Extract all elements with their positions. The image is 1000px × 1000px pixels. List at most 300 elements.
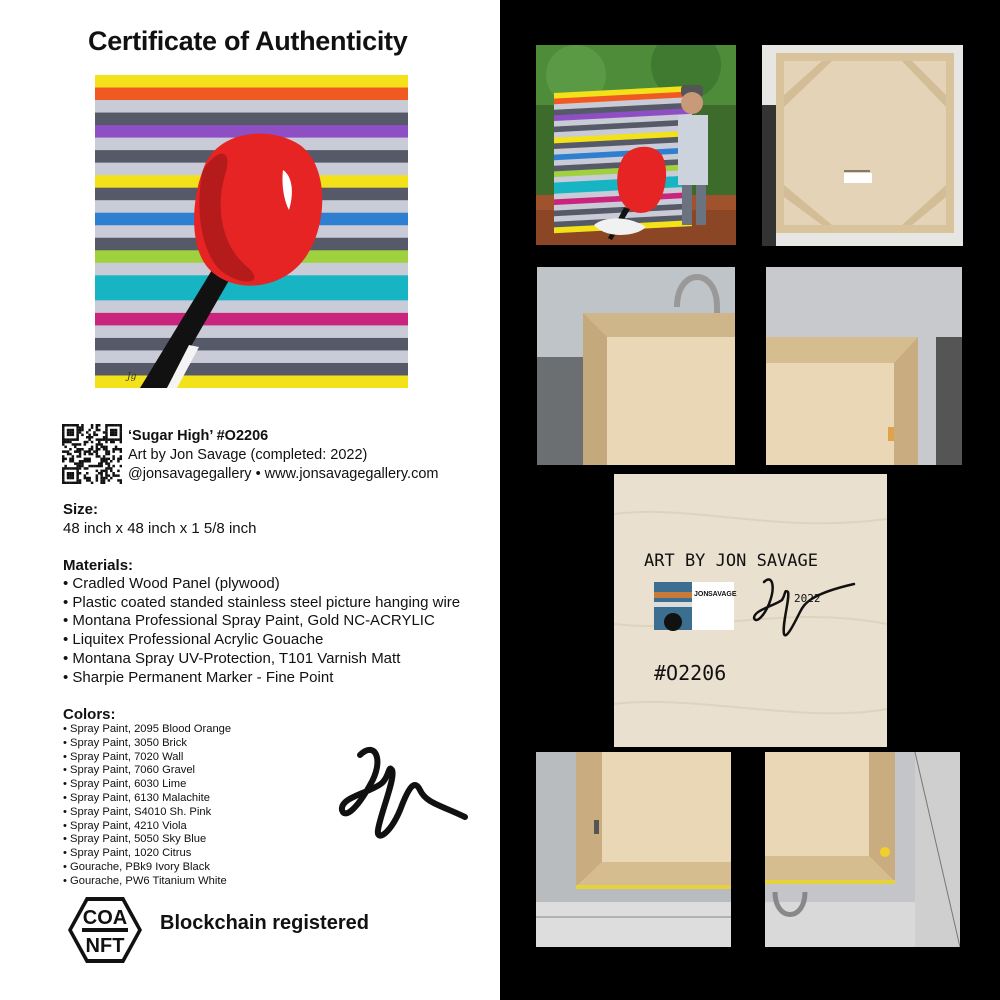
qr-cell: [76, 436, 79, 439]
qr-cell: [64, 467, 67, 470]
qr-cell: [67, 441, 70, 444]
qr-cell: [79, 450, 82, 453]
qr-cell: [72, 434, 75, 437]
qr-cell: [108, 467, 111, 470]
qr-cell: [84, 474, 87, 477]
qr-cell: [64, 441, 67, 444]
artwork-stripe: [95, 313, 408, 326]
qr-cell: [88, 436, 91, 439]
qr-cell: [72, 424, 75, 427]
qr-cell: [79, 443, 82, 446]
qr-cell: [110, 424, 113, 427]
qr-cell: [79, 448, 82, 451]
qr-cell: [84, 477, 87, 480]
qr-cell: [64, 465, 67, 468]
qr-cell: [76, 434, 79, 437]
qr-cell: [72, 467, 75, 470]
qr-cell: [100, 470, 103, 473]
qr-cell: [117, 470, 120, 473]
qr-cell: [76, 443, 79, 446]
qr-cell: [64, 438, 67, 441]
qr-cell: [108, 450, 111, 453]
artwork-stripe: [95, 75, 408, 88]
qr-cell: [67, 429, 70, 432]
artwork-stripe: [95, 88, 408, 101]
qr-cell: [112, 465, 115, 468]
qr-cell: [96, 477, 99, 480]
qr-cell: [96, 438, 99, 441]
qr-cell: [115, 474, 118, 477]
qr-cell: [72, 460, 75, 463]
qr-cell: [62, 455, 65, 458]
colors-item: • Spray Paint, 3050 Brick: [63, 736, 187, 749]
qr-cell: [74, 482, 77, 484]
qr-cell: [69, 458, 72, 461]
qr-cell: [69, 482, 72, 484]
qr-cell: [69, 441, 72, 444]
qr-cell: [110, 441, 113, 444]
qr-cell: [115, 429, 118, 432]
qr-cell: [88, 429, 91, 432]
qr-cell: [67, 450, 70, 453]
qr-cell: [100, 479, 103, 482]
qr-cell: [98, 443, 101, 446]
qr-cell: [62, 424, 65, 427]
artwork-info: [128, 427, 438, 484]
qr-cell: [93, 450, 96, 453]
qr-cell: [79, 467, 82, 470]
qr-cell: [100, 462, 103, 465]
qr-cell: [72, 472, 75, 475]
qr-cell: [69, 453, 72, 456]
qr-cell: [64, 446, 67, 449]
qr-cell: [72, 429, 75, 432]
badge-line2: NFT: [85, 935, 125, 957]
qr-cell: [76, 482, 79, 484]
qr-cell: [120, 438, 122, 441]
qr-cell: [76, 470, 79, 473]
qr-cell: [120, 458, 122, 461]
qr-cell: [115, 424, 118, 427]
qr-cell: [98, 438, 101, 441]
qr-cell: [67, 434, 70, 437]
qr-cell: [76, 450, 79, 453]
qr-cell: [79, 431, 82, 434]
qr-cell: [105, 467, 108, 470]
qr-cell: [112, 434, 115, 437]
qr-cell: [88, 453, 91, 456]
qr-cell: [67, 438, 70, 441]
qr-cell: [62, 460, 65, 463]
qr-cell: [69, 460, 72, 463]
qr-cell: [120, 465, 122, 468]
qr-cell: [64, 458, 67, 461]
artwork-stripe: [95, 350, 408, 363]
qr-cell: [105, 462, 108, 465]
qr-cell: [69, 472, 72, 475]
qr-cell: [112, 429, 115, 432]
qr-cell: [79, 465, 82, 468]
qr-cell: [103, 477, 106, 480]
artwork-contact: @jonsavagegallery • www.jonsavagegallery.com: [128, 466, 439, 482]
qr-cell: [105, 470, 108, 473]
qr-cell: [86, 460, 89, 463]
qr-cell: [96, 450, 99, 453]
qr-cell: [76, 479, 79, 482]
qr-cell: [62, 482, 65, 484]
qr-cell: [96, 426, 99, 429]
qr-cell: [108, 453, 111, 456]
qr-cell: [110, 470, 113, 473]
qr-cell: [62, 477, 65, 480]
qr-cell: [62, 443, 65, 446]
qr-cell: [110, 431, 113, 434]
qr-cell: [96, 429, 99, 432]
qr-cell: [100, 438, 103, 441]
qr-cell: [81, 424, 84, 427]
qr-cell: [112, 474, 115, 477]
artist-signature: [330, 735, 470, 845]
qr-cell: [81, 426, 84, 429]
blockchain-label: Blockchain registered: [160, 912, 369, 934]
qr-cell: [100, 458, 103, 461]
qr-cell: [110, 477, 113, 480]
qr-cell: [67, 431, 70, 434]
artwork-stripe: [95, 300, 408, 313]
colors-item: • Spray Paint, 7020 Wall: [63, 750, 184, 763]
qr-cell: [91, 446, 94, 449]
qr-cell: [62, 431, 65, 434]
qr-cell: [110, 467, 113, 470]
qr-cell: [76, 426, 79, 429]
qr-cell: [105, 450, 108, 453]
qr-cell: [86, 479, 89, 482]
qr-cell: [88, 448, 91, 451]
size-value: 48 inch x 48 inch x 1 5/8 inch: [63, 520, 257, 537]
artwork-stripe: [95, 113, 408, 126]
qr-cell: [79, 455, 82, 458]
qr-cell: [81, 429, 84, 432]
qr-cell: [120, 479, 122, 482]
qr-cell: [74, 446, 77, 449]
qr-cell: [91, 426, 94, 429]
qr-cell: [91, 482, 94, 484]
qr-cell: [91, 436, 94, 439]
qr-cell: [96, 446, 99, 449]
qr-cell: [84, 450, 87, 453]
qr-cell: [76, 448, 79, 451]
qr-cell: [88, 477, 91, 480]
qr-cell: [62, 441, 65, 444]
qr-cell: [115, 434, 118, 437]
qr-cell: [62, 436, 65, 439]
qr-cell: [105, 441, 108, 444]
qr-cell: [76, 438, 79, 441]
qr-cell: [103, 455, 106, 458]
qr-cell: [105, 453, 108, 456]
qr-cell: [91, 448, 94, 451]
qr-cell: [88, 458, 91, 461]
qr-cell: [64, 450, 67, 453]
qr-cell: [100, 482, 103, 484]
qr-cell: [96, 448, 99, 451]
qr-cell: [103, 479, 106, 482]
qr-cell: [72, 482, 75, 484]
photo-painting-back: [762, 45, 963, 246]
qr-cell: [86, 441, 89, 444]
qr-cell: [108, 458, 111, 461]
qr-cell: [110, 460, 113, 463]
qr-cell: [96, 474, 99, 477]
qr-cell: [117, 460, 120, 463]
qr-cell: [120, 426, 122, 429]
qr-cell: [103, 446, 106, 449]
qr-cell: [98, 472, 101, 475]
qr-cell: [108, 438, 111, 441]
qr-cell: [112, 441, 115, 444]
qr-cell: [96, 434, 99, 437]
back-year: 2022: [794, 592, 821, 605]
qr-cell: [103, 470, 106, 473]
qr-cell: [103, 458, 106, 461]
artwork-byline: Art by Jon Savage (completed: 2022): [128, 447, 368, 463]
qr-cell: [105, 434, 108, 437]
colors-item: • Spray Paint, S4010 Sh. Pink: [63, 805, 212, 818]
qr-cell: [100, 443, 103, 446]
qr-cell: [84, 443, 87, 446]
colors-item: • Gourache, PW6 Titanium White: [63, 874, 227, 887]
qr-cell: [79, 479, 82, 482]
qr-cell: [69, 448, 72, 451]
artwork-signature: Jg: [127, 372, 137, 382]
qr-cell: [88, 465, 91, 468]
qr-cell: [108, 462, 111, 465]
qr-cell: [76, 462, 79, 465]
qr-cell: [88, 460, 91, 463]
qr-cell: [67, 467, 70, 470]
qr-cell: [86, 450, 89, 453]
photo-artist-with-painting: [536, 45, 736, 245]
artwork-image: [95, 75, 408, 388]
qr-cell: [72, 455, 75, 458]
qr-cell: [76, 431, 79, 434]
business-card: [654, 582, 737, 631]
qr-cell: [96, 455, 99, 458]
materials-item: • Montana Professional Spray Paint, Gold NC-ACRYLIC: [63, 612, 435, 630]
qr-cell: [69, 434, 72, 437]
artwork-stripe: [95, 325, 408, 338]
qr-cell: [112, 431, 115, 434]
qr-cell: [81, 434, 84, 437]
qr-cell: [62, 474, 65, 477]
qr-cell: [79, 453, 82, 456]
qr-cell: [105, 436, 108, 439]
qr-cell: [100, 446, 103, 449]
qr-cell: [100, 460, 103, 463]
qr-cell: [103, 431, 106, 434]
photo-frame-corner-1: [537, 267, 735, 465]
qr-cell: [72, 458, 75, 461]
qr-cell: [110, 434, 113, 437]
qr-cell: [100, 465, 103, 468]
photo-frame-corner-3: [536, 752, 731, 947]
qr-cell: [72, 474, 75, 477]
photo-frame-corner-2: [766, 267, 962, 465]
qr-cell: [100, 472, 103, 475]
qr-cell: [62, 467, 65, 470]
badge-line1: COA: [82, 907, 128, 929]
qr-cell: [98, 448, 101, 451]
qr-cell: [79, 460, 82, 463]
materials-item: • Sharpie Permanent Marker - Fine Point: [63, 668, 334, 686]
qr-cell: [105, 477, 108, 480]
size-heading: Size:: [63, 501, 99, 518]
qr-cell: [105, 424, 108, 427]
qr-cell: [67, 482, 70, 484]
materials-heading: Materials:: [63, 557, 134, 574]
qr-cell: [120, 450, 122, 453]
qr-cell: [98, 455, 101, 458]
qr-cell: [117, 479, 120, 482]
artwork-stripe: [95, 338, 408, 351]
qr-cell: [120, 441, 122, 444]
materials-item: • Liquitex Professional Acrylic Gouache: [63, 631, 324, 649]
qr-cell: [84, 441, 87, 444]
qr-cell: [96, 465, 99, 468]
qr-cell: [72, 443, 75, 446]
qr-cell: [112, 438, 115, 441]
qr-cell: [120, 448, 122, 451]
qr-cell: [62, 472, 65, 475]
qr-cell: [67, 453, 70, 456]
qr-cell: [105, 446, 108, 449]
qr-cell: [76, 477, 79, 480]
qr-cell: [98, 424, 101, 427]
qr-cell: [105, 426, 108, 429]
materials-item: • Cradled Wood Panel (plywood): [63, 575, 280, 592]
qr-cell: [69, 429, 72, 432]
qr-cell: [74, 438, 77, 441]
qr-cell: [88, 434, 91, 437]
card-brand-a: JON: [694, 591, 709, 598]
qr-cell: [105, 438, 108, 441]
qr-cell: [69, 431, 72, 434]
qr-cell: [108, 474, 111, 477]
qr-cell: [103, 436, 106, 439]
qr-cell: [81, 448, 84, 451]
qr-cell: [93, 431, 96, 434]
qr-cell: [110, 429, 113, 432]
qr-cell: [76, 472, 79, 475]
qr-cell: [62, 434, 65, 437]
qr-cell: [62, 438, 65, 441]
qr-cell: [115, 446, 118, 449]
materials-list: [63, 575, 460, 687]
qr-cell: [86, 431, 89, 434]
qr-cell: [69, 438, 72, 441]
qr-cell: [81, 465, 84, 468]
qr-cell: [72, 438, 75, 441]
qr-cell: [98, 441, 101, 444]
qr-cell: [115, 448, 118, 451]
qr-cell: [112, 448, 115, 451]
qr-cell: [108, 424, 111, 427]
qr-cell: [88, 450, 91, 453]
qr-cell: [120, 429, 122, 432]
qr-cell: [88, 479, 91, 482]
qr-cell: [69, 424, 72, 427]
qr-cell: [74, 424, 77, 427]
qr-cell: [76, 429, 79, 432]
qr-cell: [62, 429, 65, 432]
qr-cell: [67, 474, 70, 477]
qr-cell: [69, 474, 72, 477]
qr-cell: [76, 467, 79, 470]
qr-cell: [79, 482, 82, 484]
colors-item: • Spray Paint, 2095 Blood Orange: [63, 723, 232, 735]
qr-cell: [79, 426, 82, 429]
qr-cell: [91, 465, 94, 468]
coa-nft-icon: [66, 895, 144, 965]
qr-cell: [103, 460, 106, 463]
qr-cell: [98, 462, 101, 465]
qr-cell: [115, 431, 118, 434]
qr-cell: [120, 434, 122, 437]
qr-code: [62, 424, 122, 484]
qr-cell: [86, 472, 89, 475]
qr-cell: [84, 458, 87, 461]
qr-cell: [117, 424, 120, 427]
qr-cell: [81, 460, 84, 463]
qr-cell: [91, 424, 94, 427]
qr-cell: [74, 467, 77, 470]
qr-cell: [86, 436, 89, 439]
qr-cell: [72, 431, 75, 434]
qr-cell: [98, 429, 101, 432]
qr-cell: [79, 472, 82, 475]
qr-cell: [84, 460, 87, 463]
qr-cell: [62, 426, 65, 429]
qr-cell: [74, 443, 77, 446]
page-title: Certificate of Authenticity: [88, 26, 408, 56]
qr-cell: [105, 458, 108, 461]
qr-cell: [105, 472, 108, 475]
colors-item: • Spray Paint, 6030 Lime: [63, 778, 187, 791]
colors-list: [63, 723, 231, 889]
qr-cell: [74, 450, 77, 453]
qr-cell: [112, 458, 115, 461]
artwork-stripe: [95, 100, 408, 113]
qr-cell: [100, 477, 103, 480]
qr-cell: [62, 479, 65, 482]
colors-item: • Spray Paint, 4210 Viola: [63, 819, 187, 832]
qr-cell: [117, 474, 120, 477]
qr-cell: [96, 479, 99, 482]
qr-cell: [103, 448, 106, 451]
qr-cell: [81, 462, 84, 465]
qr-cell: [62, 470, 65, 473]
qr-cell: [100, 474, 103, 477]
qr-cell: [103, 438, 106, 441]
colors-heading: Colors:: [63, 706, 116, 723]
materials-item: • Montana Spray UV-Protection, T101 Varnish Matt: [63, 649, 401, 667]
qr-cell: [96, 424, 99, 427]
qr-cell: [112, 450, 115, 453]
artwork-stripe: [95, 288, 408, 301]
qr-cell: [108, 479, 111, 482]
qr-cell: [64, 482, 67, 484]
qr-cell: [120, 436, 122, 439]
